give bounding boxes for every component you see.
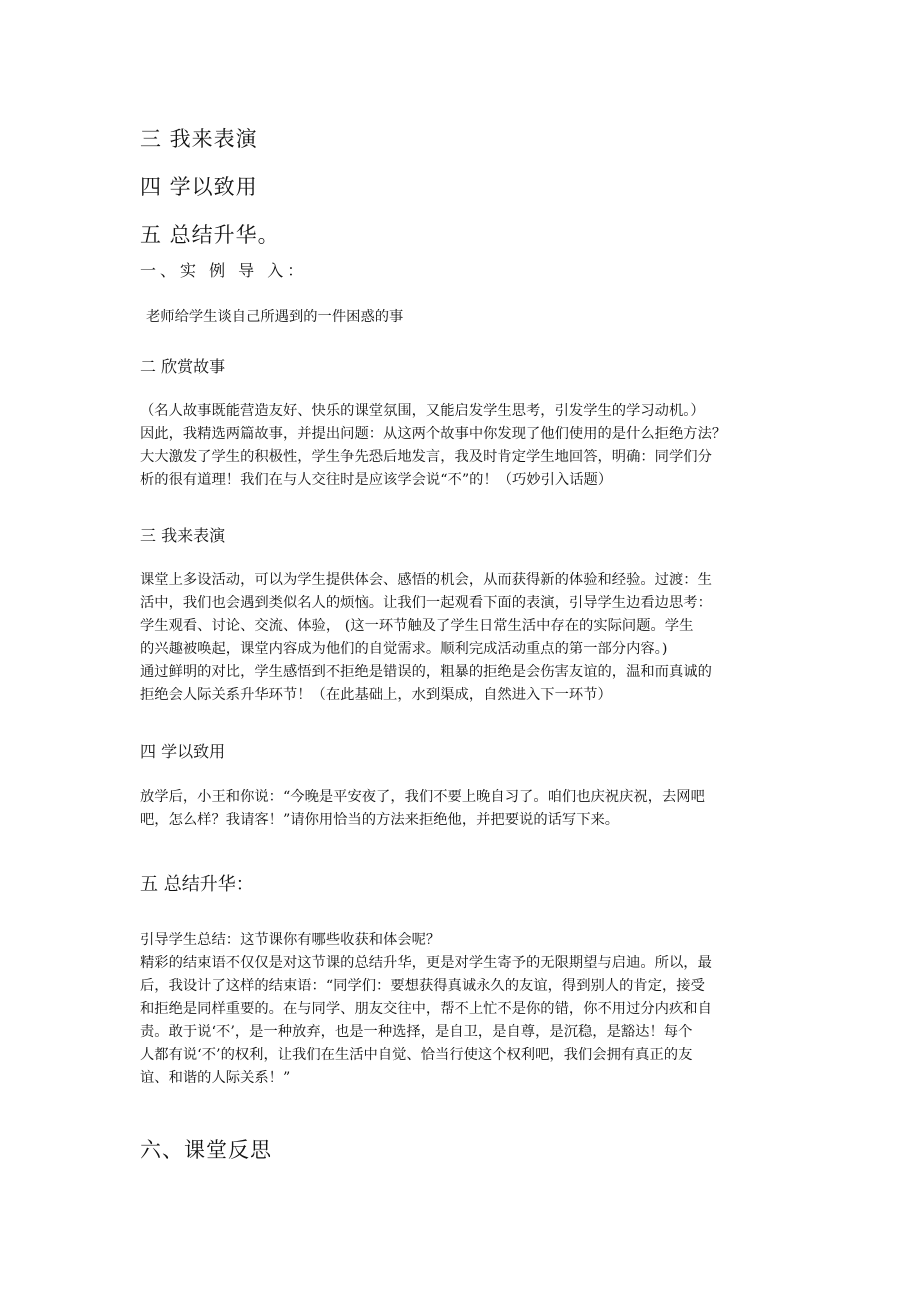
paragraph-line: 析的很有道理！我们在与人交往时是应该学会说“不”的！（巧妙引入话题） [140,472,613,488]
section3-paragraph [140,569,788,707]
section6-heading: 六、课堂反思 [140,1138,272,1162]
section4-paragraph [140,786,788,832]
section5-heading: 五 总结升华： [140,874,254,895]
paragraph-line: 大大激发了学生的积极性，学生争先恐后地发言，我及时肯定学生地回答，明确：同学们分 [140,449,712,465]
outline-item-4: 四 学以致用 [140,175,258,199]
paragraph-line: 因此，我精选两篇故事，并提出问题：从这两个故事中你发现了他们使用的是什么拒绝方法？ [140,426,727,442]
section2-heading: 二 欣赏故事 [140,357,226,376]
outline-item-3: 三 我来表演 [140,127,258,151]
section1-text: 老师给学生谈自己所遇到的一件困惑的事 [146,309,404,325]
paragraph-line: 谊、和谐的人际关系！” [140,1070,291,1086]
paragraph-line: 人都有说‘不’的权利，让我们在生活中自觉、恰当行使这个权利吧，我们会拥有真正的友 [140,1047,693,1063]
paragraph-line: 精彩的结束语不仅仅是对这节课的总结升华，更是对学生寄予的无限期望与启迪。所以，最 [140,955,712,971]
paragraph-line: 放学后，小王和你说：“今晚是平安夜了，我们不要上晚自习了。咱们也庆祝庆祝，去网吧 [140,789,705,805]
paragraph-line: 通过鲜明的对比，学生感悟到不拒绝是错误的，粗暴的拒绝是会伤害友谊的，温和而真诚的 [140,664,712,680]
section3-heading: 三 我来表演 [140,526,226,545]
section1-heading: 一、实 例 导 入： [140,261,308,280]
paragraph-line: （名人故事既能营造友好、快乐的课堂氛围，又能启发学生思考，引发学生的学习动机。） [140,403,705,419]
section2-paragraph [140,400,788,492]
paragraph-line: 吧，怎么样？我请客！”请你用恰当的方法来拒绝他，并把要说的话写下来。 [140,812,620,828]
paragraph-line: 后，我设计了这样的结束语：“同学们：要想获得真诚永久的友谊，得到别人的肯定，接受 [140,978,705,994]
outline-item-5: 五 总结升华。 [140,223,280,247]
section5-paragraph [140,929,788,1090]
paragraph-line: 课堂上多设活动，可以为学生提供体会、感悟的机会，从而获得新的体验和经验。过渡：生 [140,572,712,588]
paragraph-line: 学生观看、讨论、交流、体验， (这一环节触及了学生日常生活中存在的实际问题。学生 [140,618,694,634]
paragraph-line: 拒绝会人际关系升华环节！（在此基础上，水到渠成，自然进入下一环节） [140,687,612,703]
paragraph-line: 和拒绝是同样重要的。在与同学、朋友交往中，帮不上忙不是你的错，你不用过分内疚和自 [140,1001,712,1017]
paragraph-line: 活中，我们也会遇到类似名人的烦恼。让我们一起观看下面的表演，引导学生边看边思考： [140,595,712,611]
paragraph-line: 的兴趣被唤起，课堂内容成为他们的自觉需求。顺利完成活动重点的第一部分内容。) [140,641,668,657]
section4-heading: 四 学以致用 [140,742,226,761]
paragraph-line: 责。敢于说‘不’，是一种放弃，也是一种选择，是自卫，是自尊，是沉稳，是豁达！每个 [140,1024,693,1040]
paragraph-line: 引导学生总结：这节课你有哪些收获和体会呢？ [140,932,441,948]
